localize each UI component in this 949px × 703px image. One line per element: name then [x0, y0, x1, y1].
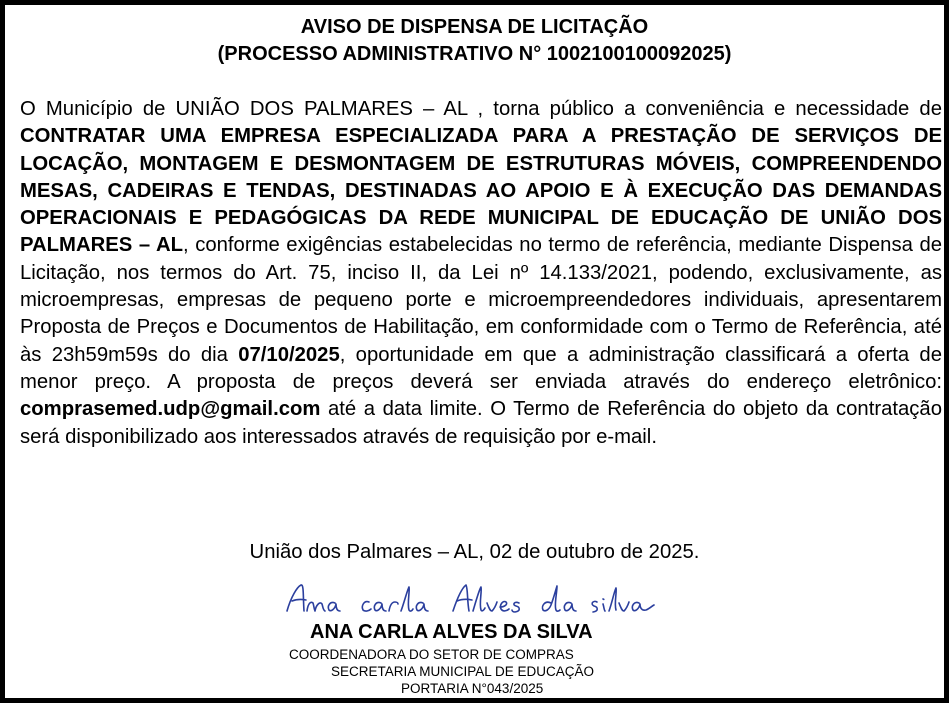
- notice-body: [20, 96, 942, 451]
- body-intro: O Município de UNIÃO DOS PALMARES – AL , torna público a conveniência e necessidade de: [20, 98, 942, 120]
- place-and-date: União dos Palmares – AL, 02 de outubro de 2025.: [249, 541, 700, 563]
- signer-ordinance: PORTARIA N°043/2025: [401, 681, 544, 696]
- body-end: até a data limite. O Termo de Referência do objeto da contratação será disponibilizado aos interessados através de requisição por e-mail.: [20, 398, 942, 448]
- contact-email: comprasemed.udp@gmail.com: [20, 398, 321, 421]
- signer-name: ANA CARLA ALVES DA SILVA: [310, 621, 593, 643]
- signer-role: COORDENADORA DO SETOR DE COMPRAS: [289, 647, 574, 662]
- body-middle: , conforme exigências estabelecidas no termo de referência, mediante Dispensa de Licitação, nos termos do Art. 75, inciso II, da Lei nº 14.133/2021, podendo, exclusivamente, as microempresas, empresas de pequeno porte e microempreendedores individuais, apresentarem Proposta de Preços e Documentos de Habilitação, em conformidade com o Termo de Referência, até às 23h59m59s do dia: [20, 234, 942, 366]
- deadline-date: 07/10/2025: [238, 343, 340, 366]
- signer-department: SECRETARIA MUNICIPAL DE EDUCAÇÃO: [331, 664, 595, 679]
- handwritten-signature: [273, 575, 673, 623]
- contract-object: CONTRATAR UMA EMPRESA ESPECIALIZADA PARA A PRESTAÇÃO DE SERVIÇOS DE LOCAÇÃO, MONTAGEM E DESMONTAGEM DE ESTRUTURAS MÓVEIS, COMPREENDENDO MESAS, CADEIRAS E TENDAS, DESTINADAS AO APOIO E À EXECUÇÃO DAS DEMANDAS OPERACIONAIS E PEDAGÓGICAS DA REDE MUNICIPAL DE EDUCAÇÃO DE UNIÃO DOS PALMARES – AL: [20, 125, 942, 257]
- body-after-date: , oportunidade em que a administração classificará a oferta de menor preço. A proposta de preços deverá ser enviada através do endereço eletrônico:: [20, 343, 942, 393]
- process-number: (PROCESSO ADMINISTRATIVO N° 1002100100092025): [217, 43, 732, 65]
- notice-title: AVISO DE DISPENSA DE LICITAÇÃO: [300, 16, 649, 38]
